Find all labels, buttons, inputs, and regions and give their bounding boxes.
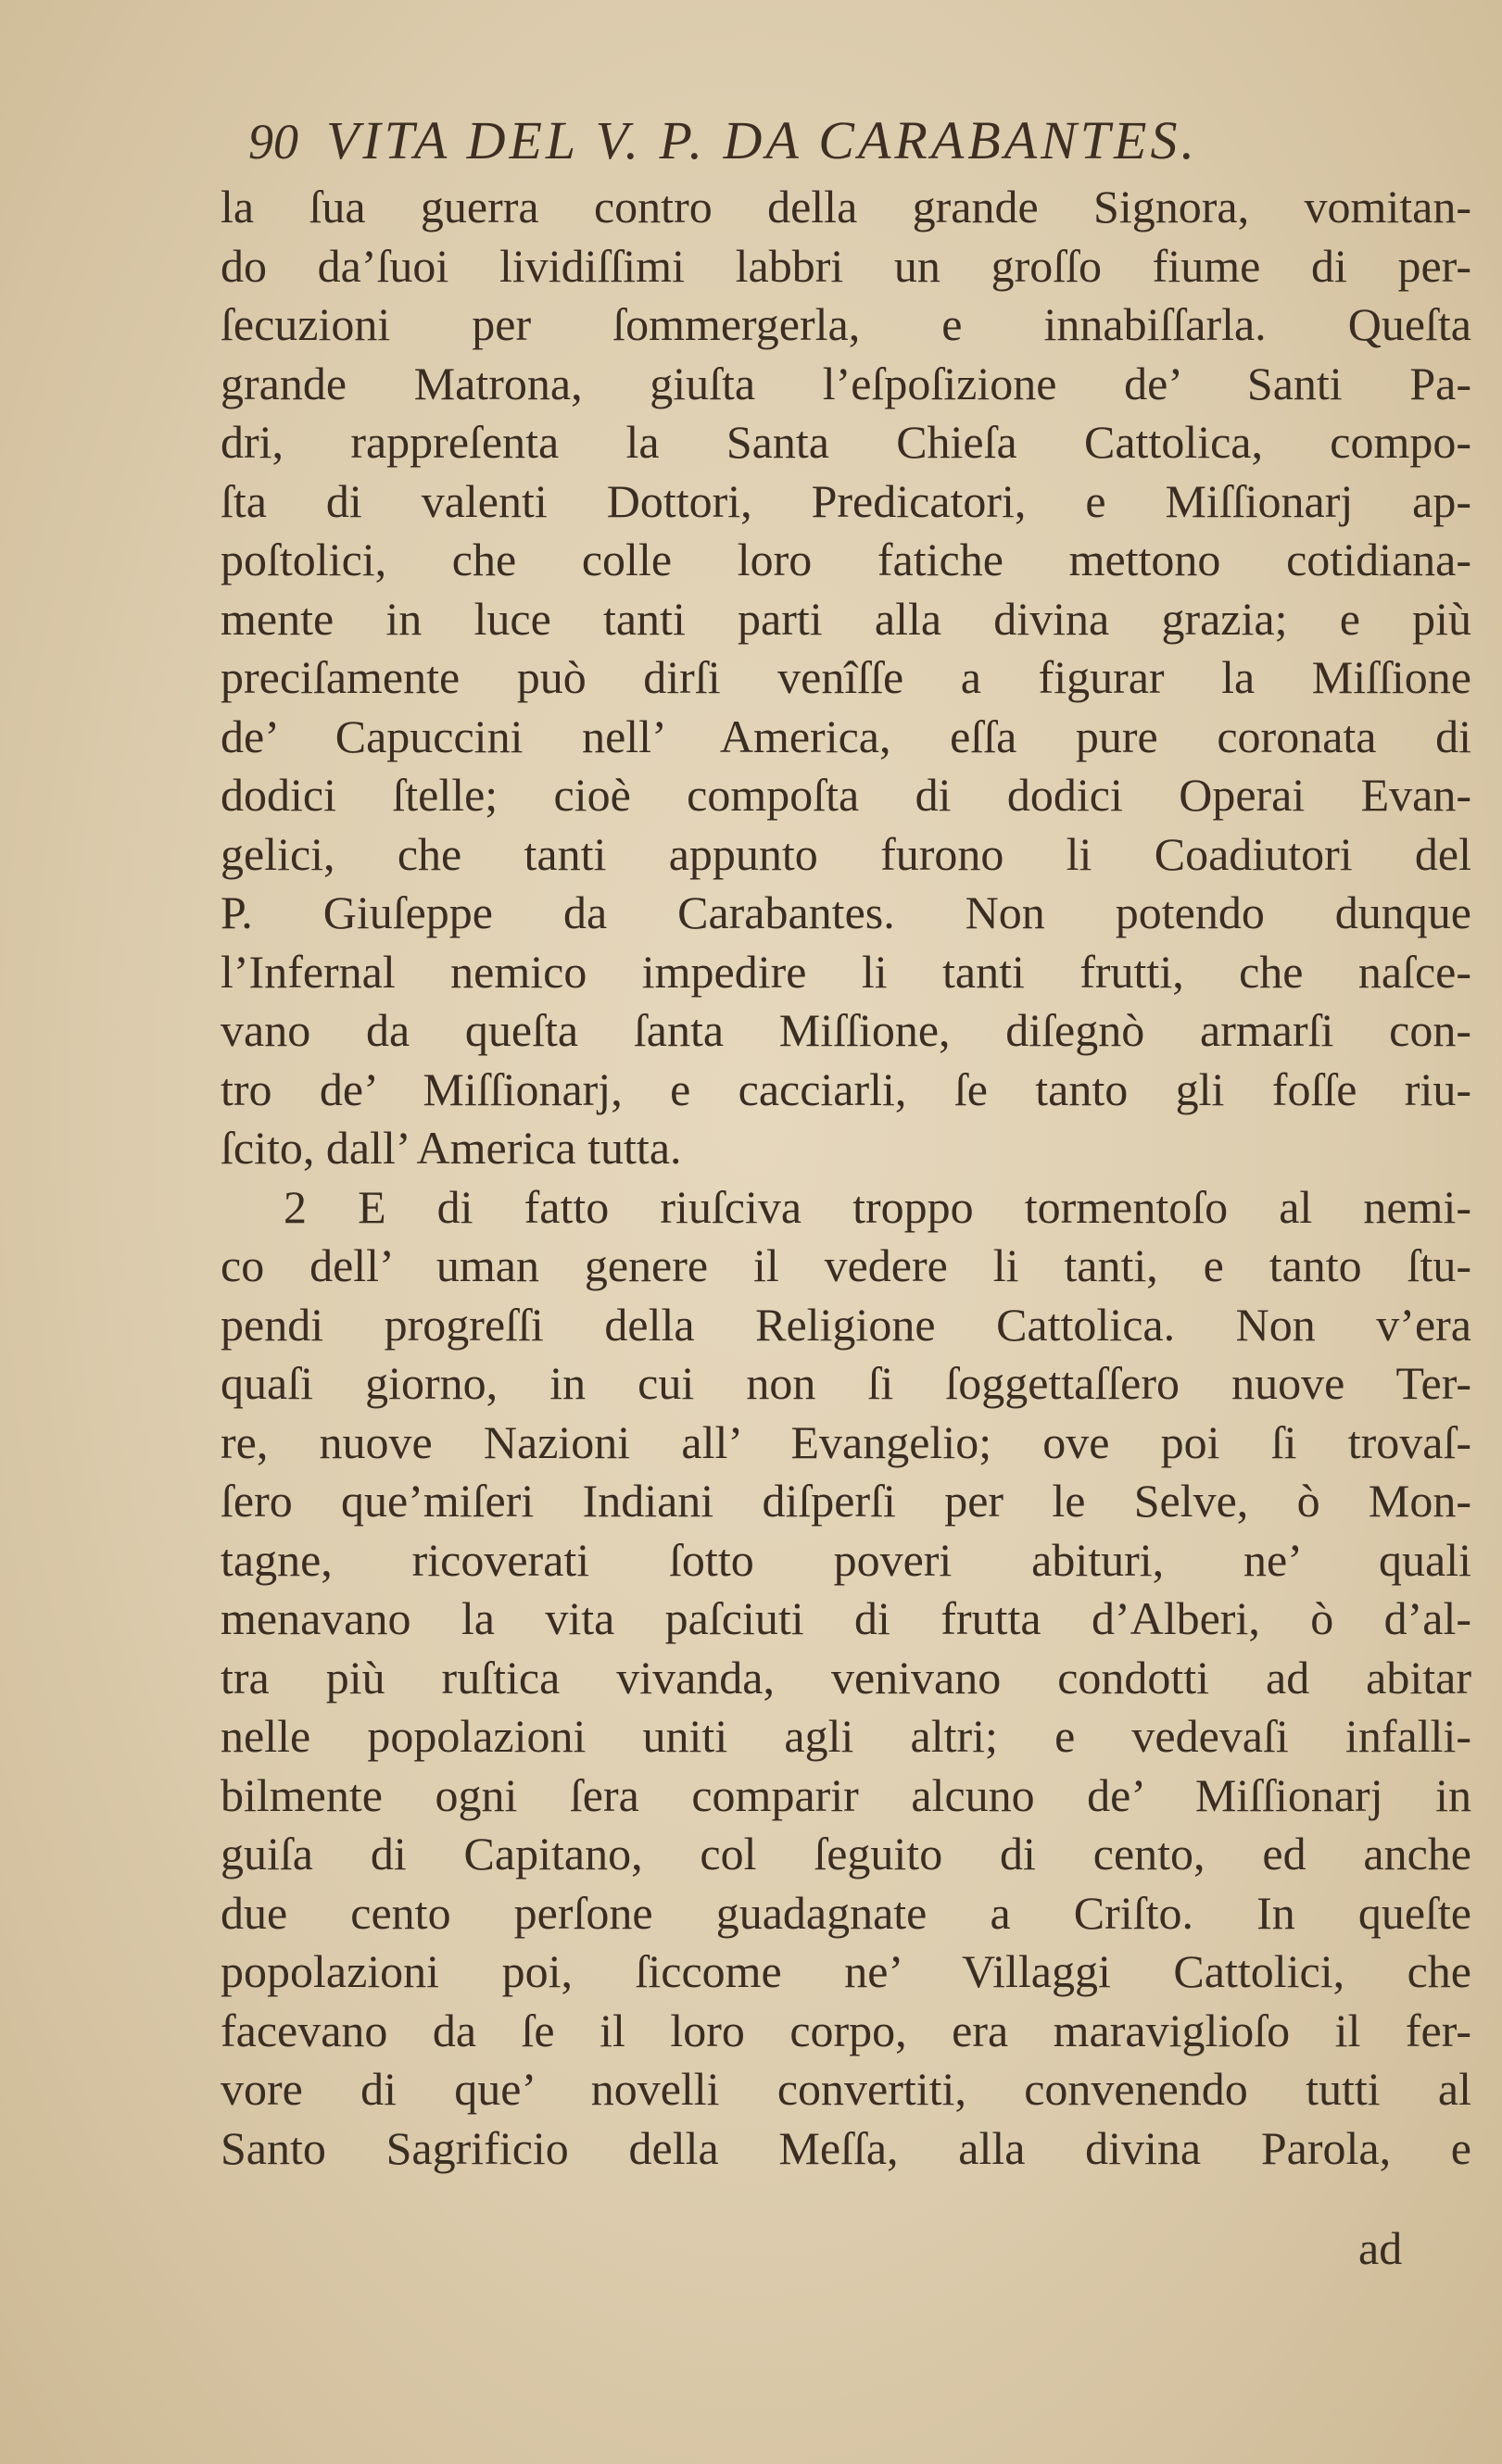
- page-number: 90: [248, 114, 298, 170]
- page-header: [248, 109, 1481, 183]
- text-line: l’Infernal nemico impedire li tanti frutti, che naſce-: [221, 945, 1471, 998]
- text-line: quaſi giorno, in cui non ſi ſoggettaſſero nuove Ter-: [221, 1357, 1471, 1409]
- text-line: dodici ſtelle; cioè compoſta di dodici Operai Evan-: [221, 769, 1471, 821]
- text-line: due cento perſone guadagnate a Criſto. In queſte: [221, 1886, 1471, 1939]
- text-line: ſecuzioni per ſommergerla, e innabiſſarla. Queſta: [221, 298, 1471, 350]
- text-line: facevano da ſe il loro corpo, era maraviglioſo il fer-: [221, 2004, 1471, 2056]
- text-line: tagne, ricoverati ſotto poveri abituri, ne’ quali: [221, 1533, 1471, 1586]
- text-line: ſta di valenti Dottori, Predicatori, e Miſſionarj ap-: [221, 474, 1471, 527]
- text-line: guiſa di Capitano, col ſeguito di cento, ed anche: [221, 1828, 1471, 1879]
- text-line: dri, rappreſenta la Santa Chieſa Cattolica, compo-: [221, 416, 1471, 468]
- text-line: nelle popolazioni uniti agli altri; e vedevaſi infalli-: [221, 1710, 1471, 1762]
- text-line: de’ Capuccini nell’ America, eſſa pure coronata di: [221, 710, 1471, 762]
- text-line: grande Matrona, giuſta l’eſpoſizione de’ Santi Pa-: [221, 357, 1471, 409]
- text-line: co dell’ uman genere il vedere li tanti, e tanto ſtu-: [221, 1239, 1471, 1291]
- body-text: [221, 178, 1471, 2178]
- text-line: tro de’ Miſſionarj, e cacciarli, ſe tanto gli foſſe riu-: [221, 1062, 1471, 1115]
- text-line: P. Giuſeppe da Carabantes. Non potendo dunque: [221, 886, 1471, 938]
- text-line: la ſua guerra contro della grande Signora, vomitan-: [221, 181, 1471, 233]
- text-line: bilmente ogni ſera comparir alcuno de’ Miſſionarj in: [221, 1768, 1471, 1821]
- text-line: vore di que’ novelli convertiti, convenendo tutti al: [221, 2063, 1471, 2115]
- text-line: menavano la vita paſciuti di frutta d’Alberi, ò d’al-: [221, 1592, 1471, 1644]
- text-line: popolazioni poi, ſiccome ne’ Villaggi Cattolici, che: [221, 1945, 1471, 1997]
- text-line: mente in luce tanti parti alla divina grazia; e più: [221, 592, 1471, 645]
- paragraph-start-line: 2 E di fatto riuſciva troppo tormentoſo al nemi-: [284, 1180, 1471, 1233]
- text-line: poſtolici, che colle loro fatiche mettono cotidiana-: [221, 534, 1471, 585]
- paragraph-end-line: ſcito, dall’ America tutta.: [221, 1122, 682, 1174]
- catchword: ad: [1358, 2222, 1403, 2274]
- text-line: do da’ſuoi lividiſſimi labbri un groſſo fiume di per-: [221, 239, 1471, 292]
- text-line: pendi progreſſi della Religione Cattolica. Non v’era: [221, 1298, 1471, 1351]
- text-line: vano da queſta ſanta Miſſione, diſegnò armarſi con-: [221, 1004, 1471, 1056]
- text-line: ſero que’miſeri Indiani diſperſi per le Selve, ò Mon-: [221, 1475, 1471, 1527]
- text-line: re, nuove Nazioni all’ Evangelio; ove poi ſi trovaſ-: [221, 1415, 1471, 1468]
- text-line: preciſamente può dirſi venîſſe a figurar la Miſſione: [221, 651, 1471, 703]
- text-line: Santo Sagrificio della Meſſa, alla divina Parola, e: [221, 2121, 1471, 2174]
- text-line: tra più ruſtica vivanda, venivano condotti ad abitar: [221, 1651, 1471, 1703]
- text-line: gelici, che tanti appunto furono li Coadiutori del: [221, 827, 1471, 880]
- running-head: VITA DEL V. P. DA CARABANTES.: [326, 110, 1198, 170]
